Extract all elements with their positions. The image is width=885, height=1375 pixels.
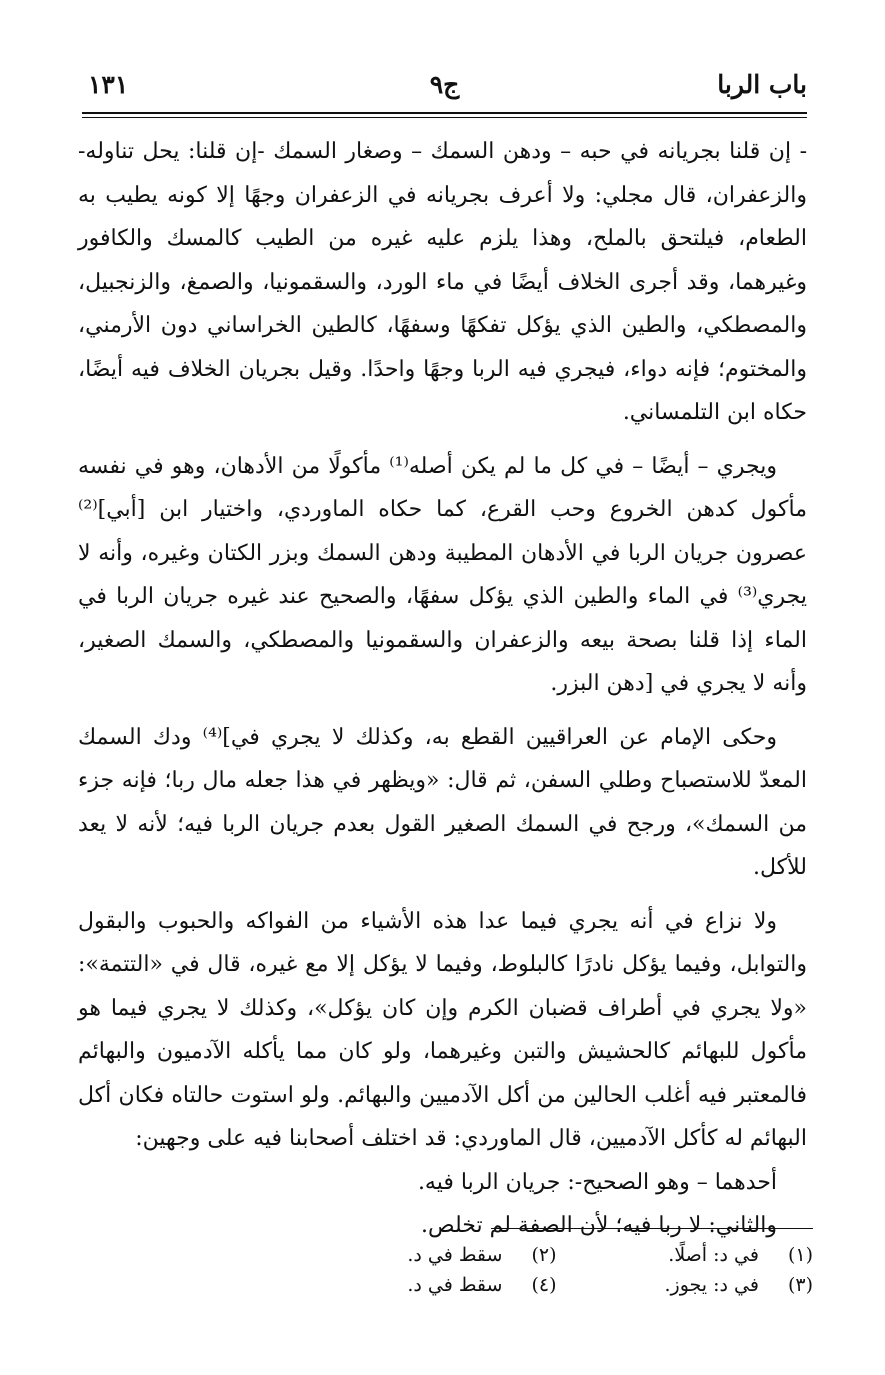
footnote-number: (١) bbox=[787, 1244, 813, 1266]
footnote-number: (٢) bbox=[531, 1244, 557, 1266]
paragraph: وحكى الإمام عن العراقيين القطع به، وكذلك لا يجري في]⁽⁴⁾ ودك السمك المعدّ للاستصباح وطلي السفن، ثم قال: «ويظهر في هذا جعله مال ربا؛ فإنه جزء من السمك»، ورجح في السمك الصغير القول بعدم جريان الربا فيه؛ لأنه لا يعد للأكل. bbox=[78, 724, 807, 880]
chapter-title: باب الربا bbox=[717, 70, 807, 99]
footnote bbox=[300, 1270, 557, 1300]
footnote bbox=[557, 1270, 814, 1300]
volume-label: ج٩ bbox=[429, 70, 460, 99]
footnote-text: سقط في د. bbox=[407, 1274, 503, 1296]
footnote bbox=[557, 1240, 814, 1270]
footnote-text: سقط في د. bbox=[407, 1244, 503, 1266]
paragraph: ويجري – أيضًا – في كل ما لم يكن أصله⁽¹⁾ مأكولًا من الأدهان، وهو في نفسه مأكول كدهن الخروع وحب القرع، كما حكاه الماوردي، واختيار ابن [أبي]⁽²⁾ عصرون جريان الربا في الأدهان المطيبة ودهن السمك وبزر الكتان وغيره، وأنه لا يجري⁽³⁾ في الماء والطين الذي يؤكل سفهًا، والصحيح عند غيره جريان الربا في الماء إذا قلنا بصحة بيعه والزعفران والسقمونيا والمصطكي، والسمك الصغير، وأنه لا يجري في [دهن البزر. bbox=[78, 453, 807, 696]
footnote-divider bbox=[491, 1228, 813, 1229]
footnote-row bbox=[300, 1240, 813, 1270]
footnote bbox=[300, 1240, 557, 1270]
footnote-text: في د: يجوز. bbox=[664, 1274, 759, 1296]
footnote-text: في د: أصلًا. bbox=[668, 1244, 759, 1266]
footnote-number: (٤) bbox=[531, 1274, 557, 1296]
page-number: ١٣١ bbox=[88, 70, 129, 99]
paragraph: ولا نزاع في أنه يجري فيما عدا هذه الأشياء من الفواكه والحبوب والبقول والتوابل، وفيما يؤكل نادرًا كالبلوط، وفيما لا يؤكل إلا مع غيره، قال في «التتمة»: «ولا يجري في أطراف قضبان الكرم وإن كان يؤكل»، وكذلك لا يجري فيما هو مأكول للبهائم كالحشيش والتبن وغيرهما، ولو كان مما يأكله الآدميون والبهائم فالمعتبر فيه أغلب الحالين من أكل الآدميين والبهائم. ولو استوت حالتاه فكان أكل البهائم له كأكل الآدميين، قال الماوردي: قد اختلف أصحابنا فيه على وجهين: bbox=[78, 908, 807, 1151]
paragraph: والثاني: لا ربا فيه؛ لأن الصفة لم تخلص. bbox=[421, 1213, 777, 1238]
header-divider bbox=[82, 112, 807, 118]
paragraph: أحدهما – وهو الصحيح-: جريان الربا فيه. bbox=[417, 1169, 777, 1195]
footnotes bbox=[300, 1240, 813, 1300]
page-header bbox=[82, 66, 807, 106]
main-text bbox=[78, 130, 807, 1248]
footnote-row bbox=[300, 1270, 813, 1300]
footnote-number: (٣) bbox=[787, 1274, 813, 1296]
paragraph: - إن قلنا بجريانه في حبه – ودهن السمك – وصغار السمك -إن قلنا: يحل تناوله- والزعفران، قال مجلي: ولا أعرف بجريانه في الزعفران وجهًا إلا كونه يطيب به الطعام، فيلتحق بالملح، وهذا يلزم عليه غيره من الطيب كالمسك والكافور وغيرهما، وقد أجرى الخلاف أيضًا في ماء الورد، والسقمونيا، والصمغ، والزنجبيل، والمصطكي، والطين الذي يؤكل تفكهًا وسفهًا، كالطين الخراساني دون الأرمني، والمختوم؛ فإنه دواء، فيجري فيه الربا وجهًا واحدًا. وقيل بجريان الخلاف فيه أيضًا، حكاه ابن التلمساني. bbox=[78, 139, 807, 425]
